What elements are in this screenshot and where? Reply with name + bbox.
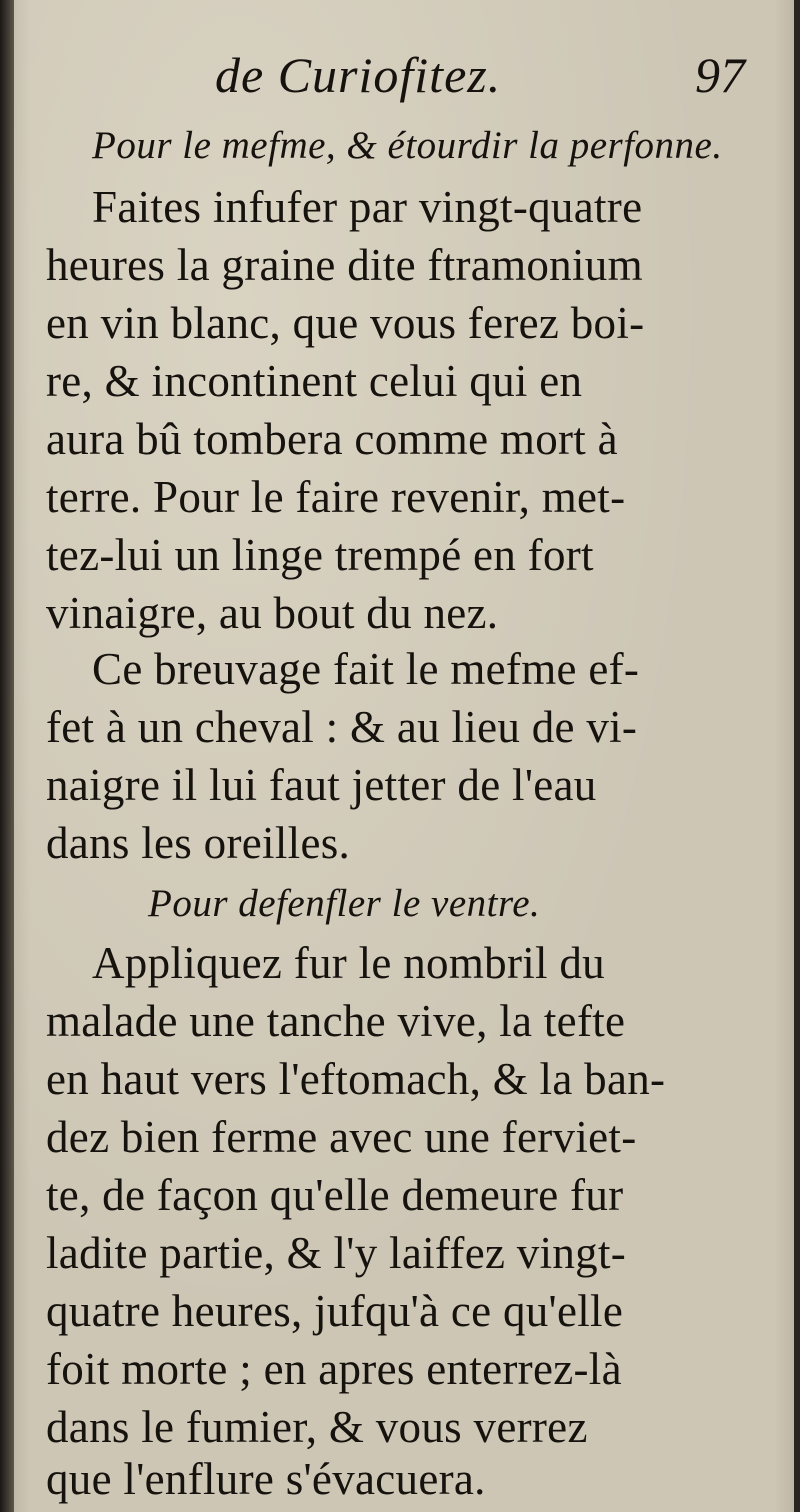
text-line: Appliquez fur le nombril du [92, 938, 605, 988]
text-line: re, & incontinent celui qui en [46, 356, 583, 406]
text-line: heures la graine dite ftramonium [46, 240, 643, 290]
text-line: te, de façon qu'elle demeure fur [46, 1170, 624, 1220]
text-line: vinaigre, au bout du nez. [46, 588, 499, 638]
running-title: de Curiofitez. [215, 47, 502, 103]
text-line: terre. Pour le faire revenir, met- [46, 472, 626, 522]
text-line: naigre il lui faut jetter de l'eau [46, 760, 597, 810]
text-line: quatre heures, jufqu'à ce qu'elle [46, 1286, 624, 1336]
text-line: dans le fumier, & vous verrez [46, 1402, 588, 1452]
text-line: ladite partie, & l'y laiffez vingt- [46, 1228, 627, 1278]
text-line: en vin blanc, que vous ferez boi- [46, 298, 645, 348]
text-line: dans les oreilles. [46, 818, 351, 868]
page-header [215, 40, 745, 110]
text-line: Ce breuvage fait le mefme ef- [92, 644, 640, 694]
text-line: malade une tanche vive, la tefte [46, 996, 626, 1046]
text-line: que l'enflure s'évacuera. [46, 1454, 486, 1504]
text-line: dez bien ferme avec une ferviet- [46, 1112, 637, 1162]
section-heading-1: Pour le mefme, & étourdir la perfonne. [92, 124, 723, 167]
text-line: tez-lui un linge trempé en fort [46, 530, 594, 580]
text-line: foit morte ; en apres enterrez-là [46, 1344, 622, 1394]
page-number: 97 [695, 47, 745, 103]
text-line: aura bû tombera comme mort à [46, 414, 618, 464]
section-heading-2: Pour defenfler le ventre. [148, 882, 541, 925]
text-line: fet à un cheval : & au lieu de vi- [46, 702, 638, 752]
text-line: Faites infufer par vingt-quatre [92, 182, 643, 232]
binding-gutter [0, 0, 14, 1512]
text-line: en haut vers l'eftomach, & la ban- [46, 1054, 666, 1104]
